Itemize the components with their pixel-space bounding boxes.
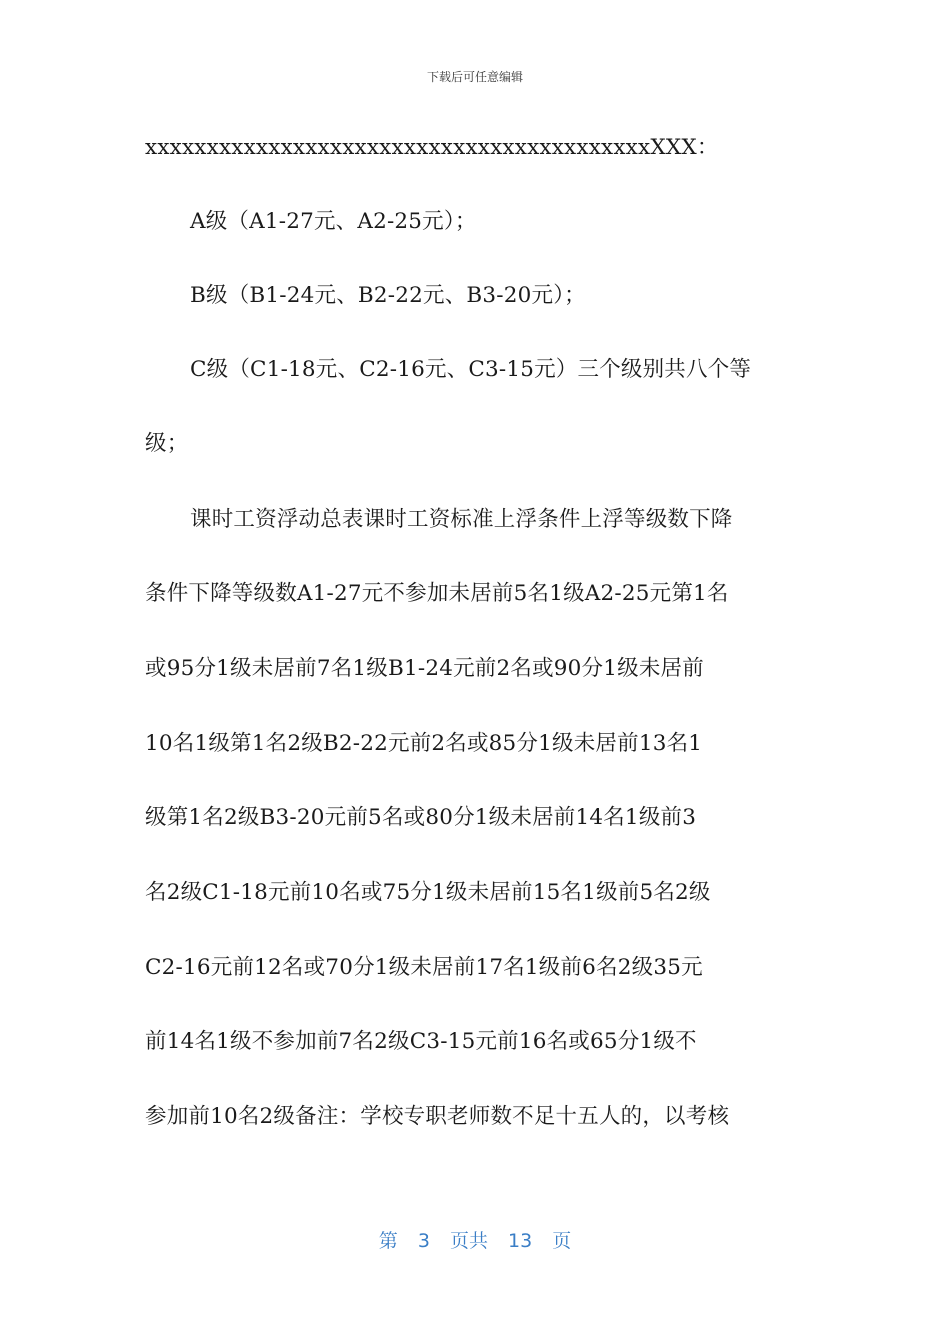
body-line-9: 10名1级第1名2级B2-22元前2名或85分1级未居前13名1 xyxy=(145,731,703,756)
body-line-11: 名2级C1-18元前10名或75分1级未居前15名1级前5名2级 xyxy=(145,880,711,905)
body-line-2: A级（A1-27元、A2-25元）； xyxy=(190,209,477,234)
body-line-4: C级（C1-18元、C2-16元、C3-15元）三个级别共八个等 xyxy=(190,357,752,382)
body-line-14: 参加前10名2级备注：学校专职老师数不足十五人的，以考核 xyxy=(145,1104,730,1129)
page-header: 下载后可任意编辑 xyxy=(426,70,523,84)
body-line-7: 条件下降等级数A1-27元不参加未居前5名1级A2-25元第1名 xyxy=(145,581,729,606)
body-line-8: 或95分1级未居前7名1级B1-24元前2名或90分1级未居前 xyxy=(145,656,704,681)
body-line-6: 课时工资浮动总表课时工资标准上浮条件上浮等级数下降 xyxy=(190,507,733,532)
body-line-1: xxxxxxxxxxxxxxxxxxxxxxxxxxxxxxxxxxxxxxxxxXXX： xyxy=(145,135,719,160)
page-footer: 第 3 页共 13 页 xyxy=(378,1230,572,1252)
body-line-3: B级（B1-24元、B2-22元、B3-20元）； xyxy=(190,283,586,308)
body-line-12: C2-16元前12名或70分1级未居前17名1级前6名2级35元 xyxy=(145,955,703,980)
body-line-10: 级第1名2级B3-20元前5名或80分1级未居前14名1级前3 xyxy=(145,805,697,830)
body-line-13: 前14名1级不参加前7名2级C3-15元前16名或65分1级不 xyxy=(145,1029,697,1054)
body-line-5: 级； xyxy=(145,431,189,456)
